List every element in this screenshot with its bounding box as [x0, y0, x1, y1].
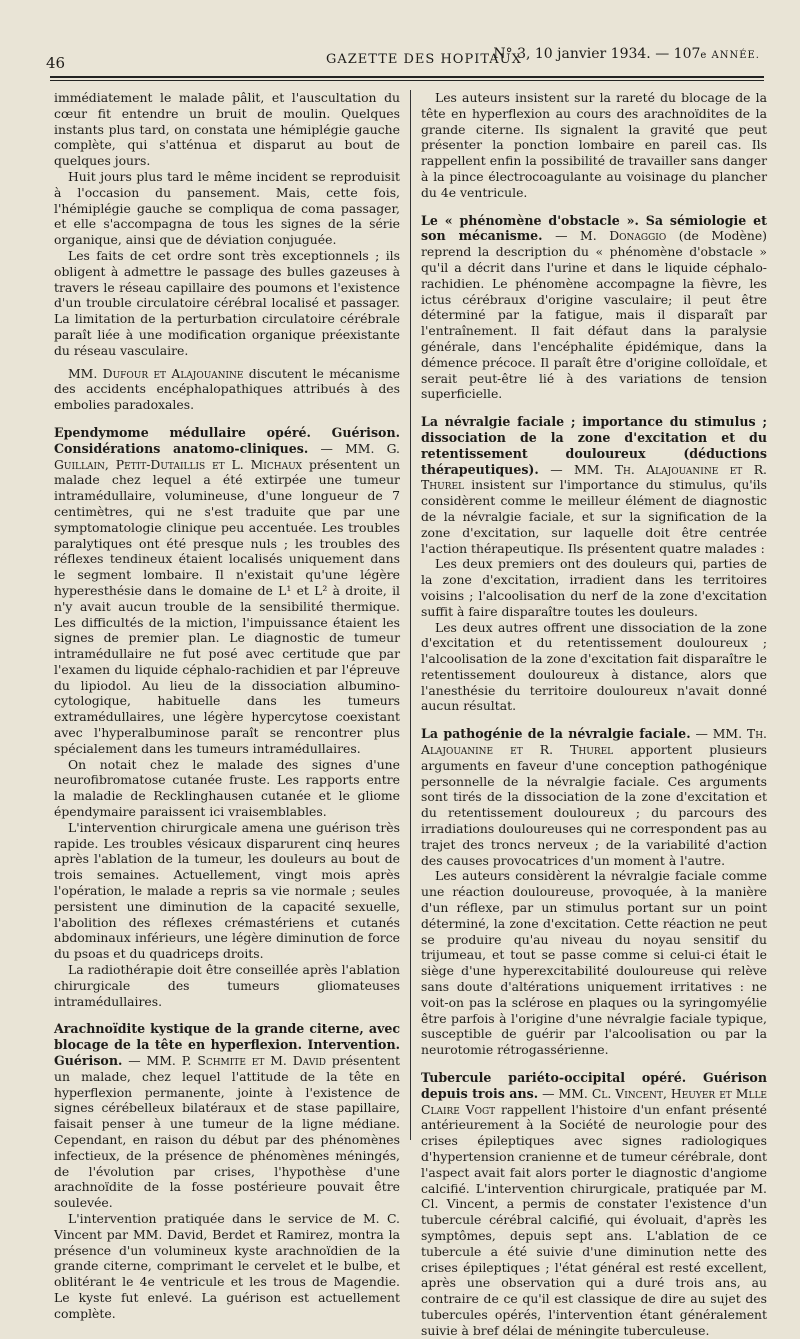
section-title: Arachnoïdite kystique de la grande citerne, avec blocage de la tête en hyperflexion. Intervention. Guérison. — [54, 1021, 400, 1069]
left-column: immédiatement le malade pâlit, et l'auscultation du cœur fit entendre un bruit de moulin. Quelques instants plus tard, on constata une hémiplégie gauche complète, qui s'atténua et disparut au bout de quelques jours. Huit jours plus tard le même incident se reproduisit à l'occasion du pansement. Mais, cette fois, l'hémiplégie gauche se compliqua de coma passager, et elle s'accompagna de tous les signes de la série organique, ainsi que de déviation conjuguée. Les faits de cet ordre sont très exceptionnels ; ils obligent à admettre le passage des bulles gazeuses à travers le réseau capillaire des poumons et l'existence d'un trouble circulatoire cérébral localisé et passager. La limitation de la perturbation circulatoire cérébrale paraît liée à une modification organique préexistante du réseau vasculaire. MM. Dufour et Alajouanine discutent le mécanisme des accidents encéphalopathiques attribués à des embolies paradoxales. Ependymome médullaire opéré. Guérison. Considérations anatomo-cliniques. — MM. G. Guillain, Petit-Dutaillis et L. Michaux présentent un malade chez lequel a été extirpée une tumeur intramédullaire, volumineuse, d'une longueur de 7 centimètres, qui ne s'est traduite que par une symptomatologie clinique peu accentuée. Les troubles paralytiques ont été presque nuls ; les troubles des réflexes tendineux étaient localisés uniquement dans le segment lombaire. Il n'existait qu'une légère hyperesthésie dans le domaine de L¹ et L² à droite, il n'y avait aucun trouble de la sensibilité thermique. Les difficultés de la miction, l'impuissance étaient les signes de premier plan. Le diagnostic de tumeur intramédullaire ne fut posé avec certitude que par l'examen du liquide céphalo-rachidien et par l'épreuve du lipiodol. Au lieu de la dissociation albumino-cytologique, habituelle dans les tumeurs extramédullaires, une légère hypercytose coexistant avec l'hyperalbuminose paraît se rencontrer plus spécialement dans les tumeurs intramédullaires. On notait chez le malade des signes d'une neurofibromatose cutanée fruste. Les rapports entre la maladie de Recklinghausen cutanée et le gliome épendymaire paraissent ici vraisemblables. L'intervention chirurgicale amena une guérison très rapide. Les troubles vésicaux disparurent cinq heures après l'ablation de la tumeur, les douleurs au bout de trois semaines. Actuellement, vingt mois après l'opération, le malade a repris sa vie normale ; seules persistent une diminution de la capacité sexuelle, l'abolition des réflexes crémastériens et cutanés abdominaux inférieurs, une légère diminution de force du psoas et du quadriceps droits. La radiothérapie doit être conseillée après l'ablation chirurgicale des tumeurs gliomateuses intramédullaires. Arachnoïdite kystique de la grande citerne, avec blocage de la tête en hyperflexion. Intervention. Guérison. — MM. P. Schmite et M. David présentent un malade, chez lequel l'attitude de la tête en hyperflexion permanente, jointe à l'existence de signes cérébelleux bilatéraux et de stase papillaire, faisait penser à une tumeur de la ligne médiane. Cependant, en raison du début par des phénomènes infectieux, de la présence de phénomènes méningés, de l'évolution par crises, l'hypothèse d'une arachnoïdite de la fosse postérieure pouvait être soulevée. L'intervention pratiquée dans le service de M. C. Vincent par MM. David, Berdet et Ramirez, montra la présence d'un volumineux kyste arachnoïdien de la grande citerne, comprimant le cervelet et le bulbe, et oblitérant le 4e ventricule et les trous de Magendie. Le kyste fut enlevé. La guérison est actuellement complète. — [54, 90, 400, 1321]
page-number: 46 — [46, 54, 66, 72]
paragraph: Huit jours plus tard le même incident se reproduisit à l'occasion du pansement. Mais, cette fois, l'hémiplégie gauche se compliqua de coma passager, et elle s'accompagna de tous les signes de la série organique, ainsi que de déviation conjuguée. — [54, 168, 400, 248]
paragraph: La radiothérapie doit être conseillée après l'ablation chirurgicale des tumeurs gliomateuses intramédullaires. — [54, 962, 400, 1009]
paragraph: Les auteurs insistent sur la rareté du blocage de la tête en hyperflexion au cours des arachnoïdites de la grande citerne. Ils signalent la gravité que peut présenter la ponction lombaire en pareil cas. Ils rappellent enfin la possibilité de travailler sans danger à la pince électrocoagulante au voisinage du plancher du 4e ventricule. — [421, 90, 767, 200]
journal-title: GAZETTE DES HOPITAUX — [326, 52, 522, 67]
author-names: — MM. G. Guillain, Petit-Dutaillis et L. Michaux — [54, 440, 400, 472]
section-title: Le « phénomène d'obstacle ». Sa sémiologie et son mécanisme. — [421, 212, 767, 244]
section-title: Ependymome médullaire opéré. Guérison. Considérations anatomo-cliniques. — [54, 424, 400, 456]
issue-line — [493, 46, 760, 62]
paragraph: Les auteurs considèrent la névralgie faciale comme une réaction douloureuse, provoquée, à la manière d'un réflexe, par un stimulus portant sur un point déterminé, la zone d'excitation. Cette réaction ne peut se produire qu'au niveau du noyau sensitif du trijumeau, et tout se passe comme si celui-ci était le siège d'une hyperexcitabilité douloureuse qui relève sans doute d'altérations uniquement irritatives : ne voit-on pas la sclérose en plaques ou la syringomyélie être parfois à l'origine d'une névralgie faciale typique, susceptible de guérir par l'alcoolisation ou par la neurotomie rétrogassérienne. — [421, 868, 767, 1058]
author-names: — MM. Th. Alajouanine et R. Thurel — [421, 461, 767, 493]
author-names: — MM. Cl. Vincent, Heuyer et Mlle Claire Vogt — [421, 1085, 767, 1117]
page-header — [46, 44, 768, 72]
paragraph: L'intervention pratiquée dans le service de M. C. Vincent par MM. David, Berdet et Ramirez, montra la présence d'un volumineux kyste arachnoïdien de la grande citerne, comprimant le cervelet et le bulbe, et oblitérant le 4e ventricule et les trous de Magendie. Le kyste fut enlevé. La guérison est actuellement complète. — [54, 1210, 400, 1321]
issue-date: N° 3, 10 janvier 1934. — 107 — [493, 46, 701, 62]
section-title: Tubercule pariéto-occipital opéré. Guérison depuis trois ans. — [421, 1070, 767, 1101]
author-names: — MM. Th. Alajouanine et R. Thurel — [421, 726, 767, 758]
paragraph: Les deux autres offrent une dissociation de la zone d'excitation et du retentissement douloureux ; l'alcoolisation de la zone d'excitation fait disparaître le retentissement douloureux à distance, alors que l'anesthésie du territoire douloureux n'avait donné aucun résultat. — [421, 619, 767, 714]
paragraph: Les faits de cet ordre sont très exceptionnels ; ils obligent à admettre le passage des bulles gazeuses à travers le réseau capillaire des poumons et l'existence d'un trouble circulatoire cérébral localisé et passager. La limitation de la perturbation circulatoire cérébrale paraît liée à une modification organique préexistante du réseau vasculaire. — [54, 247, 400, 358]
paragraph: MM. Dufour et Alajouanine discutent le mécanisme des accidents encéphalopathiques attribués à des embolies paradoxales. — [54, 365, 400, 413]
right-column: Les auteurs insistent sur la rareté du blocage de la tête en hyperflexion au cours des arachnoïdites de la grande citerne. Ils signalent la gravité que peut présenter la ponction lombaire en pareil cas. Ils rappellent enfin la possibilité de travailler sans danger à la pince électrocoagulante au voisinage du plancher du 4e ventricule. Le « phénomène d'obstacle ». Sa sémiologie et son mécanisme. — M. Donaggio (de Modène) reprend la description du « phénomène d'obstacle » qu'il a décrit dans l'urine et dans le liquide céphalo-rachidien. Le phénomène accompagne la fièvre, les ictus cérébraux d'origine vasculaire; il peut être déterminé par la fatigue, mais il disparaît par l'entraînement. Il fait défaut dans la paralysie générale, dans l'encéphalite épidémique, dans la démence précoce. Il paraît être d'origine colloïdale, et serait peut-être lié à des variations de tension superficielle. La névralgie faciale ; importance du stimulus ; dissociation de la zone d'excitation et du retentissement douloureux (déductions thérapeutiques). — MM. Th. Alajouanine et R. Thurel insistent sur l'importance du stimulus, qu'ils considèrent comme le meilleur élément de diagnostic de la névralgie faciale, et sur la signification de la zone d'excitation, sur laquelle doit être centrée l'action thérapeutique. Ils présentent quatre malades : Les deux premiers ont des douleurs qui, parties de la zone d'excitation, irradient dans les territoires voisins ; l'alcoolisation du nerf de la zone d'excitation suffit à faire disparaître toutes les douleurs. Les deux autres offrent une dissociation de la zone d'excitation et du retentissement douloureux ; l'alcoolisation de la zone d'excitation fait disparaître le retentissement douloureux à distance, alors que l'anesthésie du territoire douloureux n'avait donné aucun résultat. La pathogénie de la névralgie faciale. — MM. Th. Alajouanine et R. Thurel apportent plusieurs arguments en faveur d'une conception pathogénique personnelle de la névralgie faciale. Ces arguments sont tirés de la dissociation de la zone d'excitation et du retentissement douloureux ; du parcours des irradiations douloureuses qui ne correspondent pas au trajet des troncs nerveux ; de la variabilité d'action des causes provocatrices d'un moment à l'autre. Les auteurs considèrent la névralgie faciale comme une réaction douloureuse, provoquée, à la manière d'un réflexe, par un stimulus portant sur un point déterminé, la zone d'excitation. Cette réaction ne peut se produire qu'au niveau du noyau sensitif du trijumeau, et tout se passe comme si celui-ci était le siège d'une hyperexcitabilité douloureuse qui relève sans doute d'altérations uniquement irritatives : ne voit-on pas la sclérose en plaques ou la syringomyélie être parfois à l'origine d'une névralgie faciale typique, susceptible de guérir par l'alcoolisation ou par la neurotomie rétrogassérienne. Tubercule pariéto-occipital opéré. Guérison depuis trois ans. — MM. Cl. Vincent, Heuyer et Mlle Claire Vogt rappellent l'histoire d'un enfant présenté antérieurement à la Société de neurologie pour des crises épileptiques avec signes radiologiques d'hypertension cranienne et de tumeur cérébrale, dont l'aspect avait fait alors porter le diagnostic d'angiome calcifié. L'intervention chirurgicale, pratiquée par M. Cl. Vincent, a permis de constater l'existence d'un tubercule cérébral calcifié, qui évoluait, d'après les symptômes, depuis sept ans. L'ablation de ce tubercule a été suivie d'une diminution nette des crises épileptiques ; l'état général est resté excellent, après une observation qui a duré trois ans, au contraire de ce qu'il est classique de dire au sujet des tubercules opérés, l'intervention étant généralement suivie à bref délai de méningite tuberculeuse. — [421, 90, 767, 1338]
issue-year-suffix: e ANNÉE. — [700, 50, 760, 61]
paragraph: L'intervention chirurgicale amena une guérison très rapide. Les troubles vésicaux disparurent cinq heures après l'ablation de la tumeur, les douleurs au bout de trois semaines. Actuellement, vingt mois après l'opération, le malade a repris sa vie normale ; seules persistent une diminution de la capacité sexuelle, l'abolition des réflexes crémastériens et cutanés abdominaux inférieurs, une légère diminution de force du psoas et du quadriceps droits. — [54, 819, 400, 962]
column-divider — [410, 90, 411, 1140]
section-title: La névralgie faciale ; importance du stimulus ; dissociation de la zone d'excitation et du retentissement douloureux (déductions thérapeutiques). — [421, 414, 767, 477]
header-rule — [50, 76, 764, 78]
author-names: — M. Donaggio — [542, 228, 667, 244]
paragraph: immédiatement le malade pâlit, et l'auscultation du cœur fit entendre un bruit de moulin. Quelques instants plus tard, on constata une hémiplégie gauche complète, qui s'atténua et disparut au bout de quelques jours. — [54, 90, 400, 169]
paragraph: On notait chez le malade des signes d'une neurofibromatose cutanée fruste. Les rapports entre la maladie de Recklinghausen cutanée et le gliome épendymaire paraissent ici vraisemblables. — [54, 756, 400, 820]
author-names: — MM. P. Schmite et M. David — [122, 1053, 326, 1069]
header-rule-thin — [50, 80, 764, 81]
author-names: MM. Dufour et Alajouanine — [68, 365, 244, 381]
section-title: La pathogénie de la névralgie faciale. — [421, 726, 691, 742]
paragraph: Les deux premiers ont des douleurs qui, parties de la zone d'excitation, irradient dans les territoires voisins ; l'alcoolisation du nerf de la zone d'excitation suffit à faire disparaître toutes les douleurs. — [421, 556, 767, 619]
